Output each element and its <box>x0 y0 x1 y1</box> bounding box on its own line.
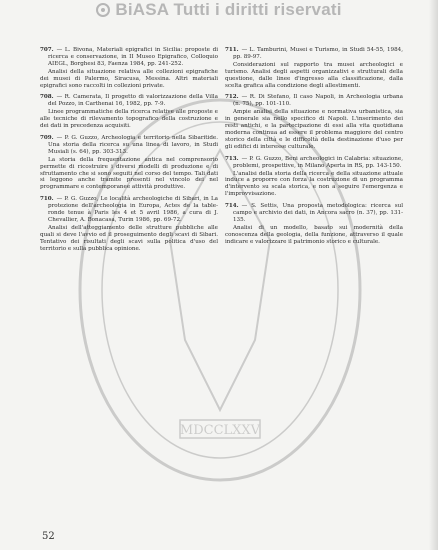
entry-citation-text: — P. G. Guzzo, Le località archeologiche di Sibari, in La protezione dell'archeologia in Europa, Actes de la table-ronde tenue à Paris les 4 et 5 avril 1986, a cura di J. Chevallier, A. Bonacasa, Turin 1986, pp. 69-72. <box>48 196 218 223</box>
bibliography-entry <box>40 196 218 252</box>
entry-citation-text: — S. Settis, Una proposta metodologica: ricerca sul campo e archivio dei dati, in Ancora sacro (n. 37), pp. 131-135. <box>233 203 403 223</box>
bibliography-entry <box>40 47 218 89</box>
entry-citation <box>225 94 403 108</box>
entry-abstract: Analisi della situazione relativa alle collezioni epigrafiche dei musei di Palermo, Siracusa, Messina. Altri materiali epigrafici sono raccolti in collezioni private. <box>40 68 218 89</box>
entry-abstract: Analisi dell'atteggiamento delle strutture pubbliche alle quali si deve l'avvio ed il proseguimento degli scavi di Sibari. Tentativo dei risultati degli scavi sulla politica d'uso del territorio e sulla pubblica opinione. <box>40 224 218 252</box>
entry-abstract: L'analisi della storia della ricerca e della situazione attuale induce a proporre con forza la costruzione di un programma d'intervento su scala storica, e non a seguire l'emergenza e l'improvvisazione. <box>225 170 403 198</box>
entry-abstract: Linee programmatiche della ricerca relative alle proposte e alle tecniche di rilevamento topografico della costruzione e dei dati in precedenza acquisiti. <box>40 109 218 130</box>
entry-number: 714. <box>225 203 239 210</box>
entry-number: 707. <box>40 47 54 53</box>
entry-citation-text: — L. Bivona, Materiali epigrafici in Sicilia: proposte di ricerca e conservazione, in II Museo Epigrafico, Colloquio AIEGL, Borghesi 83, Faenza 1984, pp. 241-252. <box>48 47 218 67</box>
entry-citation-text: — L. Tamburini, Musei e Turismo, in Studi 54-55, 1984, pp. 89-97. <box>233 47 403 60</box>
entry-citation <box>40 135 218 156</box>
entry-number: 713. <box>225 155 239 162</box>
bibliography-entry <box>225 156 403 198</box>
bibliography-entry <box>225 94 403 150</box>
entry-abstract: Considerazioni sul rapporto tra musei archeologici e turismo. Analisi degli aspetti organizzativi e strutturali della questione, dalle linee d'ingresso alla classificazione, dalla scelta grafica alla condizione degli allestimenti. <box>225 61 403 89</box>
entry-abstract: La storia della frequentazione antica nel comprensorio permette di ricostruire i diversi modelli di produzione e di sfruttamento che si sono seguiti nel corso del tempo. Tali dati si leggono anche tramite presenti nel vincolo dei nel programmare e contemporanee attività produttive. <box>40 156 218 191</box>
entry-number: 708. <box>40 94 54 101</box>
entry-citation-text: — R. Camerata, Il progetto di valorizzazione della Villa del Pozzo, in Carthenai 16, 1982, pp. 7-9. <box>48 94 218 108</box>
entry-number: 711. <box>225 47 239 53</box>
watermark-text: BiASA Tutti i diritti riservati <box>115 0 342 19</box>
right-column <box>225 47 403 251</box>
entry-citation <box>225 156 403 170</box>
bibliography-entry <box>40 135 218 191</box>
entry-number: 712. <box>225 94 239 101</box>
entry-abstract: Analisi di un modello, basato sui modernità della conoscenza della geologia, della funzione, attraverso il quale indicare e valorizzare il patrimonio storico e culturale. <box>225 224 403 245</box>
entry-citation <box>225 203 403 224</box>
bibliography-entry <box>225 47 403 89</box>
seal-text: MDCCLXXV <box>179 423 261 438</box>
entry-citation-text: — R. Di Stefano, Il caso Napoli, in Archeologia urbana (n. 75), pp. 101-110. <box>233 94 403 108</box>
entry-citation <box>40 196 218 224</box>
entry-citation-text: — P. G. Guzzo, Beni archeologici in Calabria: situazione, problemi, prospettive, in Milano Aperta in RS, pp. 143-150. <box>233 155 403 169</box>
entry-citation-text: — P. G. Guzzo, Archeologia e territorio nella Sibaritide. Una storia della ricerca su una linea di lavoro, in Studi Musiali (s. 64), pp. 303-313. <box>48 134 218 155</box>
entry-citation <box>40 47 218 68</box>
bibliography-entry <box>225 203 403 245</box>
page-number: 52 <box>42 531 55 542</box>
entry-citation <box>225 47 403 61</box>
entry-citation <box>40 94 218 108</box>
watermark-logo-icon <box>96 3 110 17</box>
entry-number: 710. <box>40 196 54 203</box>
left-column <box>40 47 218 257</box>
bibliography-entry <box>40 94 218 130</box>
watermark-banner <box>0 0 438 20</box>
page-edge-shadow <box>429 0 438 550</box>
entry-abstract: Ampie analisi della situazione e normativa urbanistica, sia in generale sia nello specifico di Napoli. L'inserimento dei resti antichi, e la partecipazione di essi alla vita quotidiana moderna continua ad essere il problema maggiore del centro storico della città e le difficoltà della destinazione d'uso per gli edifici di interesse culturale. <box>225 109 403 150</box>
entry-number: 709. <box>40 134 54 141</box>
